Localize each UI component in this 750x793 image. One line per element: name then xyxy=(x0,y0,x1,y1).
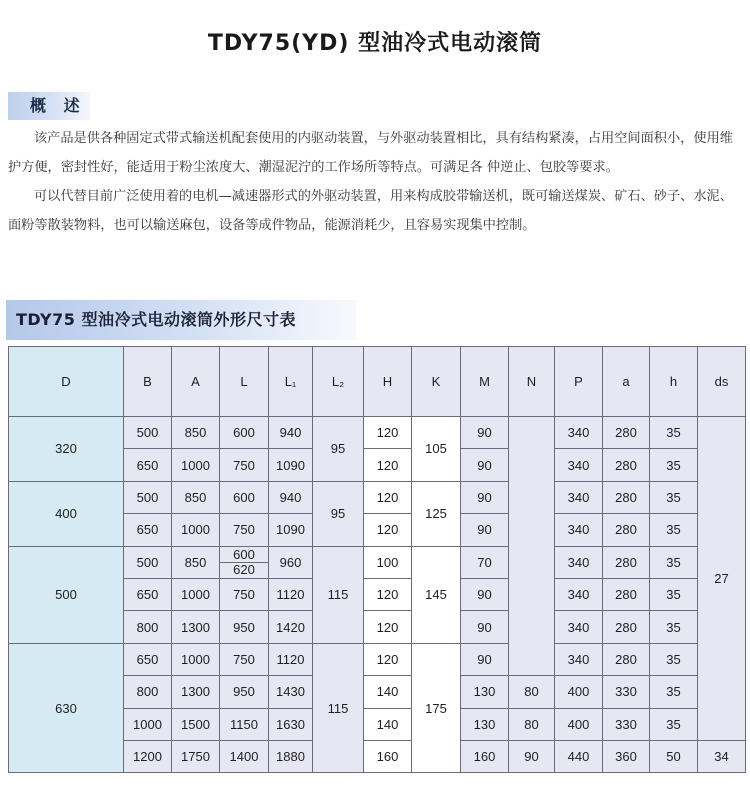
cell-h-small: 50 xyxy=(650,740,698,772)
header-cell: N xyxy=(509,347,555,417)
cell-l: 750 xyxy=(220,514,269,546)
table-row xyxy=(9,481,746,513)
cell-a: 1000 xyxy=(172,449,220,481)
cell-a-small: 330 xyxy=(603,708,650,740)
cell-p: 400 xyxy=(555,676,603,708)
overview-heading: 概 述 xyxy=(8,92,90,120)
cell-m: 160 xyxy=(461,740,509,772)
cell-b: 650 xyxy=(124,578,172,610)
table-heading: TDY75 型油冷式电动滚筒外形尺寸表 xyxy=(6,300,356,340)
cell-h: 140 xyxy=(364,676,412,708)
header-cell: L₁ xyxy=(269,347,313,417)
cell-p: 340 xyxy=(555,481,603,513)
cell-d: 400 xyxy=(9,481,124,546)
cell-h: 160 xyxy=(364,740,412,772)
cell-b: 1200 xyxy=(124,740,172,772)
cell-h: 120 xyxy=(364,643,412,675)
cell-h-small: 35 xyxy=(650,481,698,513)
cell-l: 1150 xyxy=(220,708,269,740)
cell-h-small: 35 xyxy=(650,417,698,449)
cell-h: 120 xyxy=(364,514,412,546)
cell-m: 90 xyxy=(461,578,509,610)
cell-a: 850 xyxy=(172,546,220,578)
cell-h-small: 35 xyxy=(650,514,698,546)
cell-a: 850 xyxy=(172,417,220,449)
cell-l1: 1630 xyxy=(269,708,313,740)
cell-l1: 940 xyxy=(269,481,313,513)
cell-a-small: 280 xyxy=(603,449,650,481)
cell-l1: 1090 xyxy=(269,514,313,546)
cell-l1: 1090 xyxy=(269,449,313,481)
cell-p: 340 xyxy=(555,578,603,610)
table-row xyxy=(9,546,746,578)
cell-l: 950 xyxy=(220,611,269,643)
cell-b: 800 xyxy=(124,676,172,708)
cell-l-top: 600 xyxy=(220,548,268,563)
cell-b: 1000 xyxy=(124,708,172,740)
cell-l2: 95 xyxy=(313,417,364,482)
header-cell: A xyxy=(172,347,220,417)
header-cell: L xyxy=(220,347,269,417)
cell-h-small: 35 xyxy=(650,708,698,740)
cell-l1: 1430 xyxy=(269,676,313,708)
cell-h: 120 xyxy=(364,449,412,481)
cell-l-stack xyxy=(220,548,268,577)
cell-n: 80 xyxy=(509,676,555,708)
cell-k: 145 xyxy=(412,546,461,643)
cell-n xyxy=(509,417,555,676)
cell-a-small: 360 xyxy=(603,740,650,772)
cell-b: 650 xyxy=(124,514,172,546)
cell-a: 1300 xyxy=(172,676,220,708)
cell-d: 630 xyxy=(9,643,124,773)
cell-l: 600 xyxy=(220,417,269,449)
cell-l1: 940 xyxy=(269,417,313,449)
cell-m: 90 xyxy=(461,514,509,546)
cell-l: 750 xyxy=(220,643,269,675)
cell-a-small: 280 xyxy=(603,578,650,610)
table-header-row xyxy=(9,347,746,417)
header-cell: K xyxy=(412,347,461,417)
cell-l2: 115 xyxy=(313,546,364,643)
overview-paragraph: 该产品是供各种固定式带式输送机配套使用的内驱动装置，与外驱动装置相比，具有结构紧凑，占用空间面积小，使用维护方便，密封性好，能适用于粉尘浓度大、潮湿泥泞的工作场所等特点。可满足各 仲逆止、包胶等要求。 xyxy=(8,131,733,175)
header-cell: P xyxy=(555,347,603,417)
cell-l-bottom: 620 xyxy=(233,561,255,577)
overview-text xyxy=(8,124,744,240)
cell-h: 100 xyxy=(364,546,412,578)
cell-b: 500 xyxy=(124,546,172,578)
header-cell: L₂ xyxy=(313,347,364,417)
cell-p: 340 xyxy=(555,643,603,675)
cell-l: 950 xyxy=(220,676,269,708)
cell-n: 80 xyxy=(509,708,555,740)
cell-a: 1000 xyxy=(172,643,220,675)
overview-paragraph: 可以代替目前广泛使用着的电机—减速器形式的外驱动装置，用来构成胶带输送机，既可输送煤炭、矿石、砂子、水泥、面粉等散装物料，也可以输送麻包，设备等成件物品，能源消耗少，且容易实现集中控制。 xyxy=(8,189,733,233)
cell-b: 650 xyxy=(124,449,172,481)
cell-l xyxy=(220,546,269,578)
cell-h-small: 35 xyxy=(650,611,698,643)
dimension-table xyxy=(8,346,746,773)
cell-m: 130 xyxy=(461,676,509,708)
cell-l1: 960 xyxy=(269,546,313,578)
cell-l1: 1420 xyxy=(269,611,313,643)
cell-l: 600 xyxy=(220,481,269,513)
cell-a: 1300 xyxy=(172,611,220,643)
cell-l2: 115 xyxy=(313,643,364,773)
cell-a-small: 280 xyxy=(603,546,650,578)
cell-h: 120 xyxy=(364,611,412,643)
cell-h-small: 35 xyxy=(650,643,698,675)
cell-l2: 95 xyxy=(313,481,364,546)
cell-a-small: 280 xyxy=(603,611,650,643)
cell-l1: 1120 xyxy=(269,578,313,610)
page-title: TDY75(YD) 型油冷式电动滚筒 xyxy=(207,31,543,56)
cell-m: 70 xyxy=(461,546,509,578)
cell-p: 400 xyxy=(555,708,603,740)
cell-k: 125 xyxy=(412,481,461,546)
cell-ds: 27 xyxy=(698,417,746,741)
cell-a: 1000 xyxy=(172,578,220,610)
cell-h-small: 35 xyxy=(650,546,698,578)
cell-n: 90 xyxy=(509,740,555,772)
cell-b: 800 xyxy=(124,611,172,643)
cell-p: 340 xyxy=(555,449,603,481)
cell-a: 850 xyxy=(172,481,220,513)
cell-p: 340 xyxy=(555,514,603,546)
header-cell: a xyxy=(603,347,650,417)
cell-b: 500 xyxy=(124,417,172,449)
cell-m: 130 xyxy=(461,708,509,740)
cell-a-small: 280 xyxy=(603,514,650,546)
cell-b: 650 xyxy=(124,643,172,675)
cell-h-small: 35 xyxy=(650,676,698,708)
table-row xyxy=(9,417,746,449)
cell-a-small: 280 xyxy=(603,481,650,513)
cell-ds: 34 xyxy=(698,740,746,772)
header-cell: D xyxy=(9,347,124,417)
cell-p: 340 xyxy=(555,611,603,643)
cell-a: 1500 xyxy=(172,708,220,740)
cell-h: 120 xyxy=(364,417,412,449)
header-cell: H xyxy=(364,347,412,417)
cell-m: 90 xyxy=(461,643,509,675)
cell-h-small: 35 xyxy=(650,449,698,481)
cell-p: 340 xyxy=(555,546,603,578)
cell-p: 440 xyxy=(555,740,603,772)
cell-l1: 1120 xyxy=(269,643,313,675)
cell-a-small: 330 xyxy=(603,676,650,708)
table-row xyxy=(9,643,746,675)
cell-d: 320 xyxy=(9,417,124,482)
cell-a: 1750 xyxy=(172,740,220,772)
cell-l: 750 xyxy=(220,449,269,481)
cell-m: 90 xyxy=(461,449,509,481)
cell-h: 120 xyxy=(364,578,412,610)
cell-m: 90 xyxy=(461,611,509,643)
header-cell: ds xyxy=(698,347,746,417)
cell-h: 140 xyxy=(364,708,412,740)
cell-a-small: 280 xyxy=(603,643,650,675)
cell-k: 105 xyxy=(412,417,461,482)
cell-l: 750 xyxy=(220,578,269,610)
header-cell: M xyxy=(461,347,509,417)
cell-k: 175 xyxy=(412,643,461,773)
header-cell: B xyxy=(124,347,172,417)
cell-a-small: 280 xyxy=(603,417,650,449)
cell-l: 1400 xyxy=(220,740,269,772)
header-cell: h xyxy=(650,347,698,417)
cell-h: 120 xyxy=(364,481,412,513)
cell-d: 500 xyxy=(9,546,124,643)
cell-b: 500 xyxy=(124,481,172,513)
cell-h-small: 35 xyxy=(650,578,698,610)
cell-p: 340 xyxy=(555,417,603,449)
cell-m: 90 xyxy=(461,417,509,449)
cell-a: 1000 xyxy=(172,514,220,546)
cell-m: 90 xyxy=(461,481,509,513)
cell-l1: 1880 xyxy=(269,740,313,772)
